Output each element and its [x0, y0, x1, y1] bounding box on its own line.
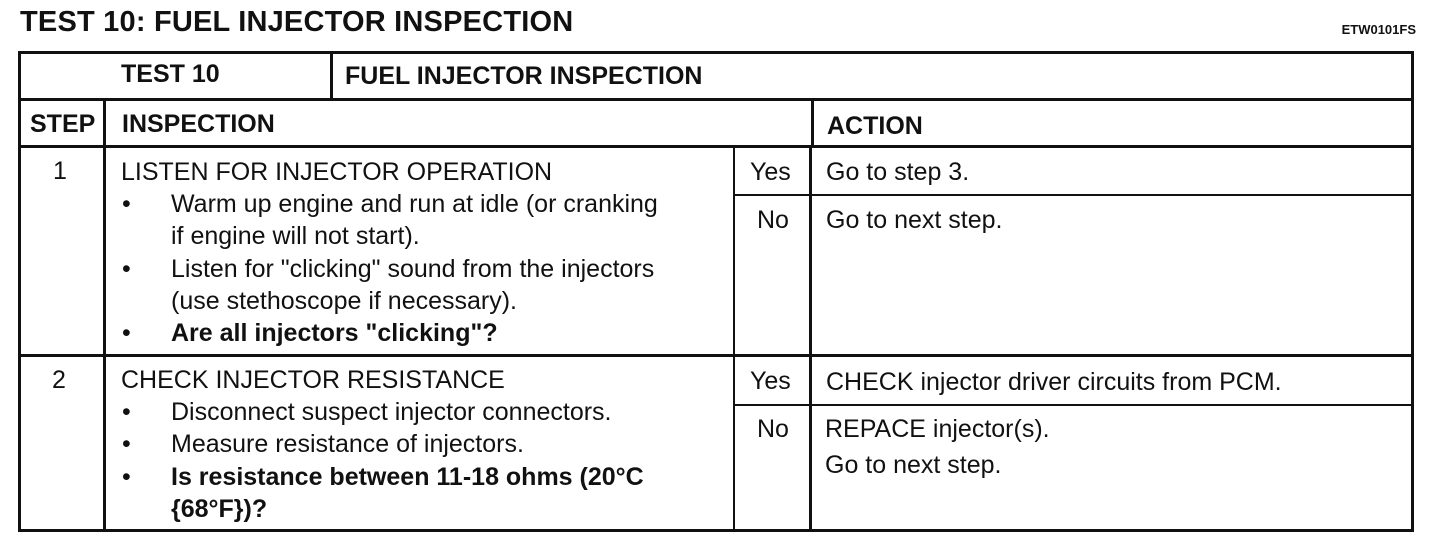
- inspection-question: {68°F})?: [171, 495, 268, 523]
- action-text: CHECK injector driver circuits from PCM.: [826, 368, 1282, 396]
- bullet-icon: •: [122, 319, 131, 347]
- inspection-question: Are all injectors "clicking"?: [171, 319, 498, 347]
- bullet-icon: •: [122, 430, 131, 458]
- divider-answer-left: [733, 145, 735, 532]
- action-text: Go to next step.: [826, 206, 1003, 234]
- divider-step1-yes: [733, 194, 1414, 196]
- divider-action-header: [811, 98, 814, 147]
- action-text: Go to step 3.: [826, 158, 970, 186]
- inspection-line: (use stethoscope if necessary).: [171, 287, 517, 315]
- test-label: TEST 10: [121, 60, 220, 88]
- bullet-icon: •: [122, 398, 131, 426]
- test-name: FUEL INJECTOR INSPECTION: [345, 62, 703, 90]
- divider-step1-step2: [18, 354, 1414, 357]
- divider-step-column: [103, 98, 106, 532]
- page-title: TEST 10: FUEL INJECTOR INSPECTION: [20, 6, 574, 38]
- bullet-icon: •: [122, 255, 131, 283]
- inspection-line: Warm up engine and run at idle (or cranking: [171, 190, 658, 218]
- answer-no: No: [757, 206, 789, 234]
- step-number: 1: [53, 157, 67, 185]
- action-text: REPACE injector(s).: [825, 415, 1050, 443]
- column-header-step: STEP: [30, 110, 96, 138]
- answer-no: No: [757, 415, 789, 443]
- divider-step2-yes: [733, 404, 1414, 406]
- divider-column-header: [18, 145, 1414, 148]
- inspection-line: Measure resistance of injectors.: [171, 430, 524, 458]
- document-code: ETW0101FS: [1341, 22, 1416, 37]
- answer-yes: Yes: [750, 158, 791, 186]
- answer-yes: Yes: [750, 367, 791, 395]
- step-title: CHECK INJECTOR RESISTANCE: [121, 366, 505, 394]
- column-header-action: ACTION: [827, 112, 923, 140]
- inspection-question: Is resistance between 11-18 ohms (20°C: [171, 463, 644, 491]
- action-text: Go to next step.: [825, 451, 1002, 479]
- step-number: 2: [52, 366, 66, 394]
- bullet-icon: •: [122, 463, 131, 491]
- divider-test-header: [18, 98, 1414, 101]
- step-title: LISTEN FOR INJECTOR OPERATION: [121, 158, 553, 186]
- divider-test-label: [330, 51, 333, 100]
- divider-answer-right: [809, 145, 812, 532]
- inspection-line: Listen for "clicking" sound from the injectors: [171, 255, 655, 283]
- inspection-line: if engine will not start).: [171, 222, 420, 250]
- bullet-icon: •: [122, 190, 131, 218]
- inspection-line: Disconnect suspect injector connectors.: [171, 398, 612, 426]
- column-header-inspection: INSPECTION: [122, 110, 275, 138]
